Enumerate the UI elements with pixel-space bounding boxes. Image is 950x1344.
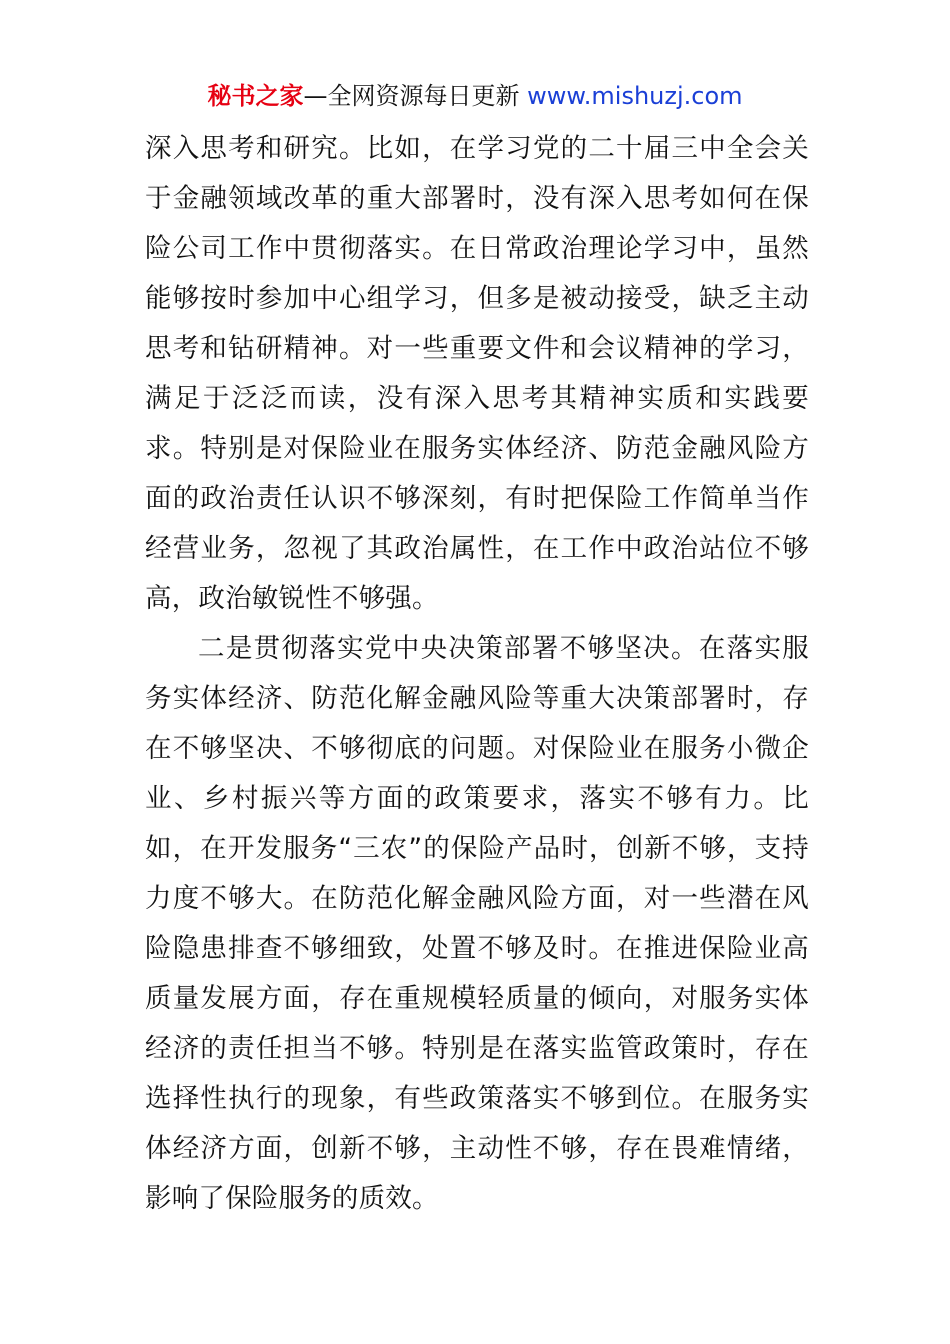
header-site-link[interactable]: www.mishuzj.com	[527, 82, 743, 110]
header-tagline: —全网资源每日更新	[303, 82, 528, 110]
page-header	[0, 78, 950, 114]
body-paragraph: 二是贯彻落实党中央决策部署不够坚决。在落实服务实体经济、防范化解金融风险等重大决策部署时，存在不够坚决、不够彻底的问题。对保险业在服务小微企业、乡村振兴等方面的政策要求，落实不够有力。比如，在开发服务“三农”的保险产品时，创新不够，支持力度不够大。在防范化解金融风险方面，对一些潜在风险隐患排查不够细致，处置不够及时。在推进保险业高质量发展方面，存在重规模轻质量的倾向，对服务实体经济的责任担当不够。特别是在落实监管政策时，存在选择性执行的现象，有些政策落实不够到位。在服务实体经济方面，创新不够，主动性不够，存在畏难情绪，影响了保险服务的质效。	[145, 633, 809, 1214]
body-paragraph: 深入思考和研究。比如，在学习党的二十届三中全会关于金融领域改革的重大部署时，没有深入思考如何在保险公司工作中贯彻落实。在日常政治理论学习中，虽然能够按时参加中心组学习，但多是被动接受，缺乏主动思考和钻研精神。对一些重要文件和会议精神的学习，满足于泛泛而读，没有深入思考其精神实质和实践要求。特别是对保险业在服务实体经济、防范金融风险方面的政治责任认识不够深刻，有时把保险工作简单当作经营业务，忽视了其政治属性，在工作中政治站位不够高，政治敏锐性不够强。	[145, 133, 809, 614]
header-brand: 秘书之家	[207, 82, 304, 110]
document-body	[145, 124, 809, 1224]
